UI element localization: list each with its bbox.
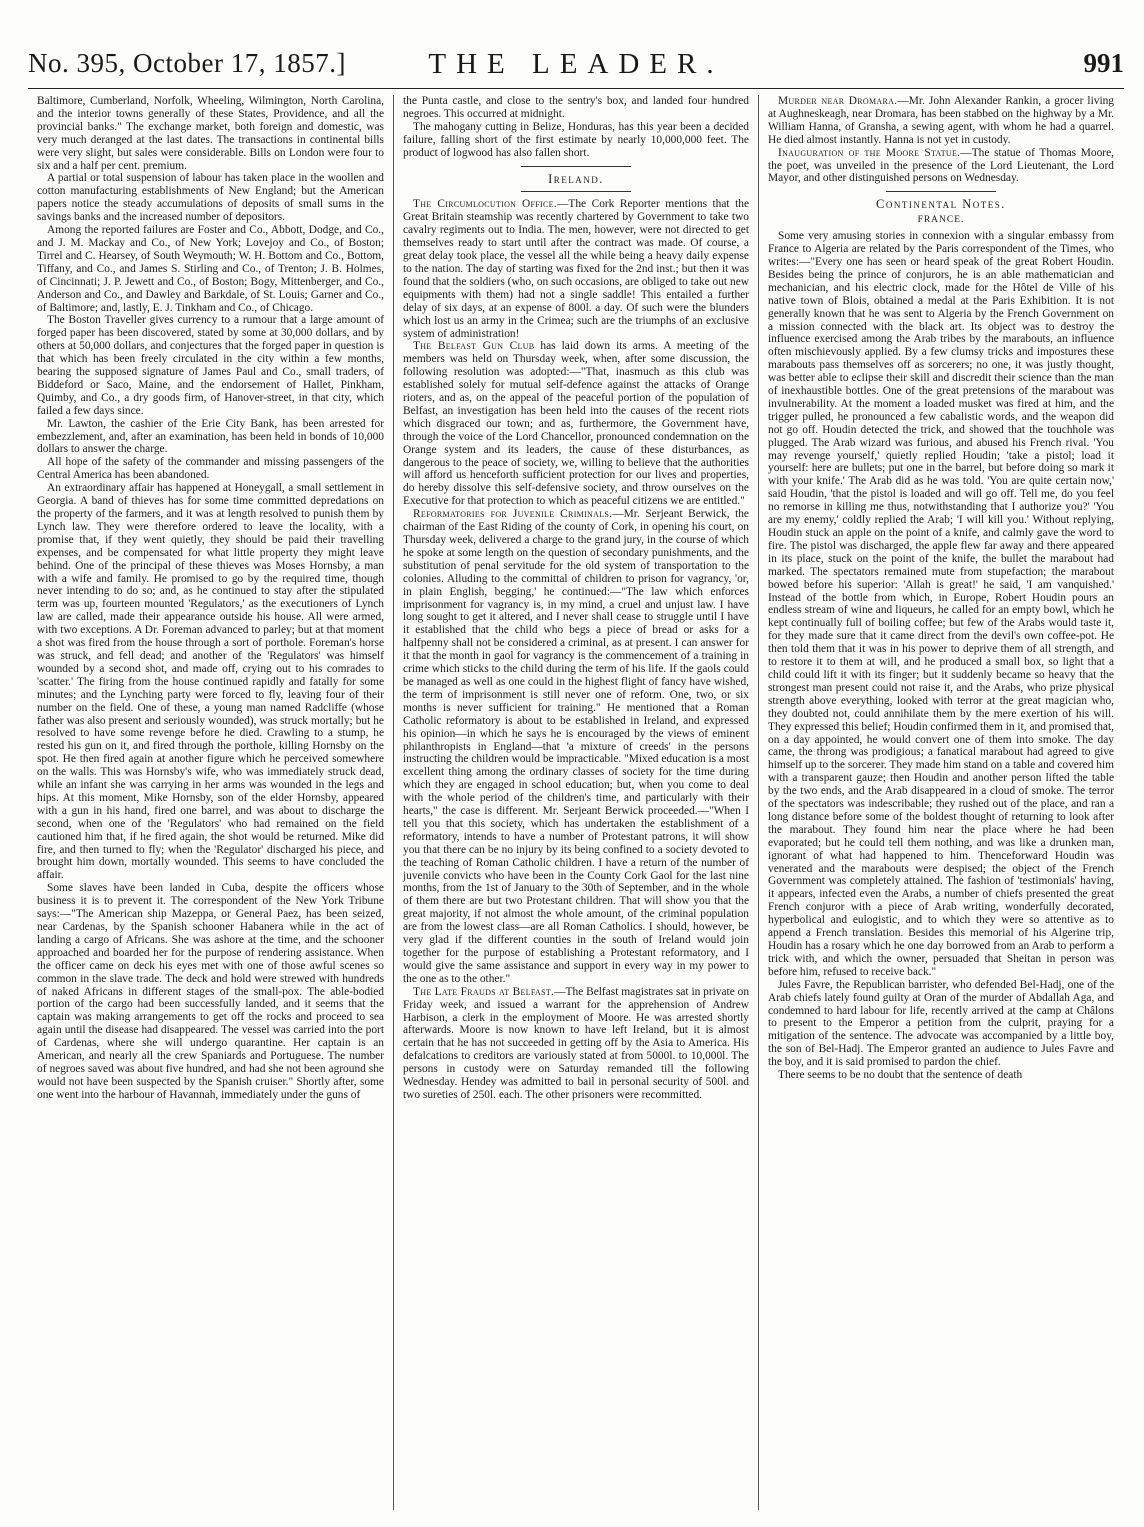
column-3	[758, 95, 1123, 1510]
item-lead: The Late Frauds at Belfast.	[413, 985, 555, 998]
item-lead: Murder near Dromara.	[778, 95, 898, 107]
col1-paragraph: The Boston Traveller gives currency to a rumour that a large amount of forged paper has been discovered, stated by some at 30,000 dollars, and by others at 50,000 dollars, and conjectures that the forged paper in question is that which has been freely circulated in the city within a few months, bearing the supposed signature of James Paul and Co., small traders, of Biddeford or Saco, Maine, and the endorsement of Hallet, Pinkham, Quimby, and Co., a dry goods firm, of Hanover-street, in that city, which failed a few days since.	[37, 314, 384, 417]
news-item	[768, 147, 1114, 186]
item-lead: Reformatories for Juvenile Criminals.	[413, 508, 613, 521]
col1-paragraph: A partial or total suspension of labour has taken place in the woollen and cotton manufacturing establishments of New England; but the American papers notice the steady accumulations of deposits of small sums in the savings banks and the increased number of depositors.	[37, 172, 384, 224]
item-text: has laid down its arms. A meeting of the members was held on Thursday week, when, after some discussion, the following resolution was adopted:—"That, inasmuch as this club was established solely for mutual self-defence against the attacks of Orange rioters, and as, on the appeal of the peaceful portion of the population of Belfast, an investigation has been held into the causes of the recent riots which disgraced our town; and as, furthermore, the Government have, through the voice of the Lord Chancellor, pronounced condemnation on the Orange system and its leaders, the cause of these disturbances, as dangerous to the peace of society, we, willing to believe that the authorities will afford us henceforth sufficient protection for our lives and properties, do hereby dissolve this self-defensive society, and throw ourselves on the Executive for that protection to which as peaceful citizens we are entitled."	[403, 340, 749, 508]
col1-paragraph: An extraordinary affair has happened at Honeygall, a small settlement in Georgia. A band of thieves has for some time committed depredations on the property of the farmers, and it was at length resolved to punish them by Lynch law. They were therefore ordered to leave the locality, with a promise that, if they went quietly, they should be paid their travelling expenses, and be compensated for what little property they might leave behind. One of the principal of these thieves was Moses Hornsby, a man with a wife and family. He promised to go by the required time, though never intending to do so; and, as he continued to stay after the stipulated term was up, fourteen mounted 'Regulators,' as the executioners of Lynch law are called, made their appearance outside his house. All were armed, with two exceptions. A Dr. Foreman advanced to parley; but at that moment a shot was fired from the house through a sort of porthole. Foreman's horse was struck, and fell dead; and another of the 'Regulators' was himself wounded by a second shot, and made off, crying out to his comrades to 'scatter.' The firing from the house continued rapidly and fatally for some minutes; and the Lynching party were forced to fly, leaving four of their number on the field. One of these, a young man named Radcliffe (whose father was also present and seriously wounded), was struck mortally; but he resolved to have some revenge before he died. Crawling to a stump, he rested his gun on it, and fired through the porthole, killing Hornsby on the spot. He then fired again at another figure which he perceived somewhere on the walls. This was Hornsby's wife, who was immediately struck dead, while an infant she was carrying in her arms was wounded in the legs and hips. At this moment, Mike Hornsby, son of the elder Hornsby, appeared with a gun in his hand, fired one barrel, and was about to discharge the second, when one of the 'Regulators' who had remained on the field cautioned him that, if he fired again, the shot would be returned. Mike did fire, and then turned to fly; when the 'Regulator' discharged his piece, and brought him down, mortally wounded. This seems to have concluded the affair.	[37, 482, 384, 882]
masthead-rule	[28, 88, 1124, 89]
section-title-ireland: Ireland.	[548, 171, 604, 186]
col1-paragraph: Among the reported failures are Foster and Co., Abbott, Dodge, and Co., and J. M. Mackay and Co., of New York; Lovejoy and Co., of Boston; Tirrel and C. Hearsey, of South Weymouth; W. H. Bottom and Co., Bottom, Tiffany, and Co., and James S. Stirling and Co., of Trenton; J. B. Holmes, of Cincinnati; J. P. Jewett and Co., of Boston; Bogy, Mittenberger, and Co., Anderson and Co., and Dawley and Barkdale, of St. Louis; Garner and Co., of Baltimore; and, lastly, E. J. Tinkham and Co., of Chicago.	[37, 224, 384, 314]
section-subtitle-france: FRANCE.	[917, 215, 965, 226]
col3-paragraph: Some very amusing stories in connexion with a singular embassy from France to Algeria are related by the Paris correspondent of the Times, who writes:—"Every one has seen or heard speak of the great Robert Houdin. Besides being the prince of conjurors, he is an able mathematician and mechanician, and his electric clock, made for the Hôtel de Ville of his native town of Blois, obtained a medal at the Paris Exhibition. It is not generally known that he was sent to Algeria by the French Government on a mission connected with the black art. Its object was to destroy the influence exercised among the Arab tribes by the marabouts, an influence often mischievously applied. By a few clumsy tricks and impostures these marabouts pass themselves off as sorcerers; no one, it was justly thought, was better able to eclipse their skill and discredit their science than the man of inexhaustible bottles. One of the great pretensions of the marabout was invulnerability. At the moment a loaded musket was fired at him, and the trigger pulled, he pronounced a few cabalistic words, and the weapon did not go off. Houdin detected the trick, and showed that the touchhole was plugged. The Arab wizard was furious, and abused his French rival. 'You may revenge yourself,' quietly replied Houdin; 'take a pistol; load it yourself: here are bullets; put one in the barrel, but before doing so mark it with your knife.' The Arab did as he was told. 'You are quite certain now,' said Houdin, 'that the pistol is loaded and will go off. Tell me, do you feel no remorse in killing me thus, notwithstanding that I authorize you?' 'You are my enemy,' coldly replied the Arab; 'I will kill you.' Without replying, Houdin stuck an apple on the point of a knife, and calmly gave the word to fire. The pistol was discharged, the apple flew far away and there appeared in its place, stuck on the point of the knife, the bullet the marabout had marked. The spectators remained mute from stupefaction; the marabout bowed before his superior: 'Allah is great!' he said, 'I am vanquished.' Instead of the bottle from which, in Europe, Robert Houdin pours an endless stream of wine and liqueurs, he called for an empty bowl, which he kept continually full of boiling coffee; but few of the Arabs would taste it, for they made sure that it came direct from the devil's own coffee-pot. He then told them that it was in his power to deprive them of all strength, and to restore it to them at will, and he produced a small box, so light that a child could lift it with its finger; but it suddenly became so heavy that the strongest man present could not raise it, and the Arabs, who prize physical strength above everything, looked with terror at the great magician who, they doubted not, could annihilate them by the mere exertion of his will. They expressed this belief; Houdin confirmed them in it, and promised that, on a day appointed, he would convert one of them into smoke. The day came, the throng was prodigious; a fanatical marabout had agreed to give himself up to the sorcerer. They made him stand on a table and covered him with a transparent gauze; then Houdin and another person lifted the table by the two ends, and the Arab disappeared in a cloud of smoke. The terror of the spectators was indescribable; they rushed out of the place, and ran a long distance before some of the boldest thought of returning to look after the marabout. They found him near the place where he had been evaporated; but he could tell them nothing, and was like a drunken man, ignorant of what had happened to him. Thenceforward Houdin was venerated and the marabouts were despised; the object of the French Government was completely attained. The fashion of 'testimonials' having, it appears, infected even the Arabs, a number of chiefs presented the great French conjuror with a piece of Arab writing, wonderfully decorated, hyperbolical and eulogistic, and to which they were so attentive as to append a French translation. Besides this memorial of his Algerine trip, Houdin has a rosary which he one day borrowed from an Arab to perform a trick with, and which the owner, persuaded that Sheitan in person was before him, refused to receive back."	[768, 230, 1114, 978]
col1-paragraph: Baltimore, Cumberland, Norfolk, Wheeling, Wilmington, North Carolina, and the interior towns generally of these States, Providence, and all the provincial banks." The exchange market, both foreign and domestic, was very much deranged at the last dates. The transactions in continental bills were very slight, but sales were considerable. Bills on London were four to six and a half per cent. premium.	[37, 95, 384, 172]
item-text: —Mr. Serjeant Berwick, the chairman of the East Riding of the county of Cork, in opening his court, on Thursday week, delivered a charge to the grand jury, in the course of which he spoke at some length on the question of secondary punishments, and the substitution of penal servitude for the old system of transportation to the colonies. Alluding to the committal of children to prison for vagrancy, 'or, in plain English, begging,' he continued:—"The law which enforces imprisonment for vagrancy is, in my mind, a cruel and unjust law. I have long sought to get it altered, and I never shall cease to struggle until I have it established that the child who begs a piece of bread or asks for a halfpenny shall not be considered a criminal, as at present. I can answer for it that the month in gaol for vagrancy is the commencement of a training in crime which sticks to the child during the term of his life. If the gaols could be managed as well as one could in the highest flight of fancy have wished, the term of imprisonment is still never one of reform. One, two, or six months is never sufficient for training." He mentioned that a Roman Catholic reformatory is about to be established in Ireland, and expressed his opinion—in which he says he is encouraged by the views of eminent philanthropists in England—that 'a mixture of creeds' in the persons instructing the children would be impracticable. "Mixed education is a most excellent thing among the ordinary classes of society for the time during which they are engaged in school education; but, when you come to deal with the whole period of the children's time, and particularly with their hearts," the case is different. Mr. Serjeant Berwick proceeded.—"When I tell you that this society, which has undertaken the establishment of a reformatory, intends to have a number of Protestant patrons, it will show you that there can be no injury by its being confined to a society devoted to the teaching of Roman Catholic children. I have a return of the number of juvenile convicts who have been in the County Cork Gaol for the last nine months, from the 1st of January to the 30th of September, and in the whole of them there are but two Protestant children. That will show you that the great majority, if not almost the whole amount, of the criminal population are from the lowest class—are all Roman Catholics. I should, however, be very glad if the different counties in the south of Ireland would join together for the purpose of establishing a Protestant reformatory, and I would give the same assistance and support in every way in my power to the one as to the other."	[403, 508, 749, 985]
col2-paragraph: The mahogany cutting in Belize, Honduras, has this year been a decided failure, falling short of the first estimate by nearly 10,000,000 feet. The product of logwood has also fallen short.	[403, 120, 749, 159]
section-title-continental: Continental Notes.	[876, 197, 1006, 212]
col1-paragraph: Mr. Lawton, the cashier of the Erie City Bank, has been arrested for embezzlement, and, after an examination, has been held in bonds of 10,000 dollars to answer the charge.	[37, 417, 384, 456]
section-divider	[886, 191, 996, 192]
item-lead: Inauguration of the Moore Statue.	[778, 146, 961, 159]
section-divider	[521, 166, 631, 167]
page-number: 991	[1083, 48, 1124, 78]
issue-line: No. 395, October 17, 1857.]	[28, 48, 346, 78]
item-text: —The Belfast magistrates sat in private on Friday week, and issued a warrant for the apprehension of Andrew Harbison, a clerk in the employment of Moore. He was arrested shortly afterwards. Moore is now known to have left Ireland, but it is almost certain that he has not succeeded in getting off by the Asia to America. His defalcations to creditors are variously stated at from 5000l. to 10,000l. The persons in custody were on Saturday remanded till the following Wednesday. Hendey was admitted to bail in personal security of 500l. and two sureties of 250l. each. The other prisoners were recommitted.	[403, 985, 750, 1101]
newspaper-title: THE LEADER.	[428, 48, 724, 80]
col1-paragraph: All hope of the safety of the commander and missing passengers of the Central America has been abandoned.	[37, 456, 384, 482]
col3-paragraph: There seems to be no doubt that the sentence of death	[778, 1069, 1023, 1082]
item-text: —Mr. John Alexander Rankin, a grocer living at Aughneskeagh, near Dromara, has been stabbed on the highway by a Mr. William Hanna, of Gransha, a sewing agent, with whom he had a quarrel. He died almost instantly. Hanna is not yet in custody.	[768, 95, 1115, 146]
news-item	[403, 198, 749, 340]
masthead	[28, 44, 1124, 84]
news-item	[768, 95, 1114, 147]
col3-paragraph: Jules Favre, the Republican barrister, who defended Bel-Hadj, one of the Arab chiefs lately found guilty at Oran of the murder of Abdallah Aga, and condemned to hard labour for life, recently arrived at the camp at Châlons to present to the Emperor a petition from the culprit, praying for a mitigation of the sentence. The advocate was accompanied by a little boy, the son of Bel-Hadj. The Emperor granted an audience to Jules Favre and the boy, and it is said promised to pardon the chief.	[768, 978, 1114, 1069]
column-2	[393, 95, 758, 1510]
item-text: —The statue of Thomas Moore, the poet, was unveiled in the presence of the Lord Lieutenant, the Lord Mayor, and other distinguished persons on Wednesday.	[768, 146, 1114, 185]
col2-paragraph: the Punta castle, and close to the sentry's box, and landed four hundred negroes. This occurred at midnight.	[403, 95, 749, 120]
section-divider	[521, 191, 631, 192]
news-item	[403, 508, 749, 986]
item-lead: The Circumlocution Office.	[413, 198, 557, 211]
item-text: —The Cork Reporter mentions that the Great Britain steamship was recently chartered by Government to take two cavalry regiments out to India. The men, however, were not directed to get themselves ready to start until after the contract was made. Of course, a great delay took place, the vessel all the while being a heavy daily expense to the nation. The day of starting was fixed for the 2nd inst.; but then it was found that the soldiers (who, on such occasions, are obliged to take out new equipments with them) had not a single saddle! This entailed a further delay of six days, at an expense of 800l. a day. Of such were the blunders which lost us an army in the Crimea; such are the triumphs of an exclusive system of administration!	[403, 198, 749, 340]
col1-paragraph: Some slaves have been landed in Cuba, despite the officers whose business it is to prevent it. The correspondent of the New York Tribune says:—"The American ship Mazeppa, or General Paez, has been seized, near Cardenas, by the Spanish schooner Habanera while in the act of landing a cargo of Africans. She was ashore at the time, and the schooner approached and boarded her for the purpose of rendering assistance. When the officer came on deck his eyes met with one of those awful scenes so common in the slave trade. The deck and hold were strewed with hundreds of naked Africans in different stages of the small-pox. The able-bodied portion of the cargo had been successfully landed, and it seems that the captain was making arrangements to get off the rocks and proceed to sea again until the disease had disappeared. The vessel was carried into the port of Cardenas, where she will undergo quarantine. Her captain is an American, and nearly all the crew Spaniards and Portuguese. The number of negroes saved was about five hundred, and had she not been aground she would not have been suspected by the Spanish cruiser." Shortly after, some one went into the harbour of Havannah, immediately under the guns of	[37, 882, 384, 1101]
news-item	[403, 986, 749, 1102]
item-lead: The Belfast Gun Club	[413, 340, 535, 353]
article-columns	[28, 95, 1124, 1510]
news-item	[403, 340, 749, 508]
column-1	[28, 95, 393, 1510]
